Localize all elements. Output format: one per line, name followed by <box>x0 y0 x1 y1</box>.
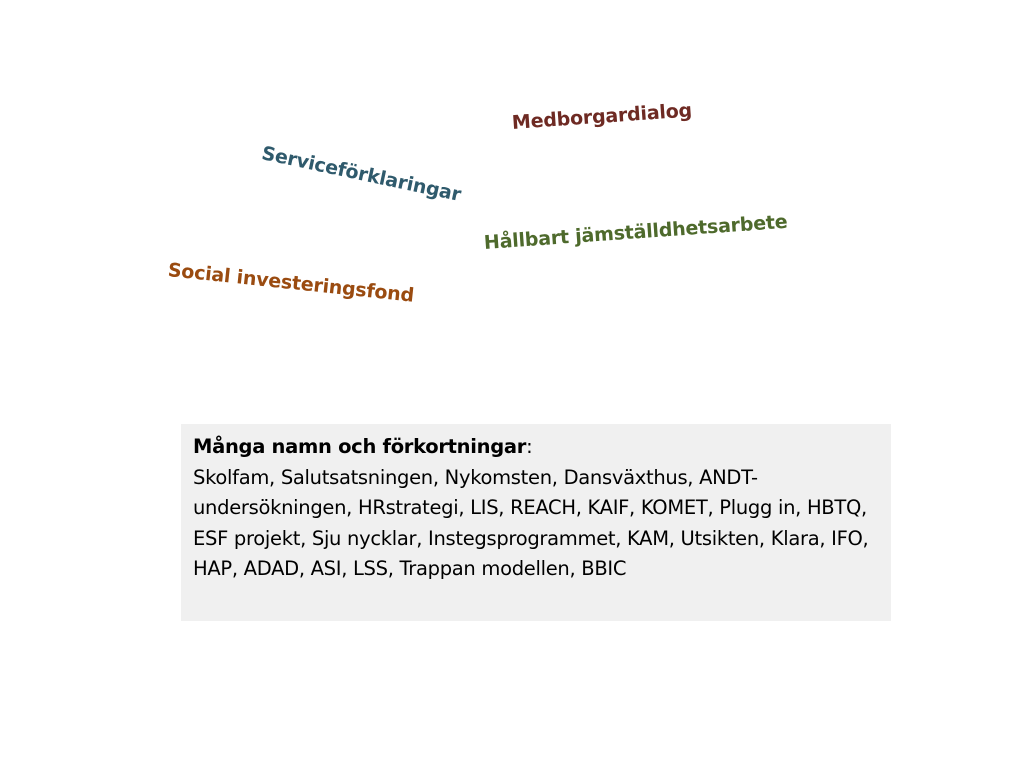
tag-hallbart-jamstalldhetsarbete: Hållbart jämställdhetsarbete <box>483 210 789 254</box>
info-heading-line <box>193 432 879 463</box>
info-heading-colon: : <box>526 435 533 458</box>
tag-medborgardialog: Medborgardialog <box>511 99 693 134</box>
info-heading: Många namn och förkortningar <box>193 435 527 458</box>
info-body: Skolfam, Salutsatsningen, Nykomsten, Dansväxthus, ANDT-undersökningen, HRstrategi, LIS, REACH, KAIF, KOMET, Plugg in, HBTQ, ESF projekt, Sju nycklar, Instegsprogrammet, KAM, Utsikten, Klara, IFO, HAP, ADAD, ASI, LSS, Trappan modellen, BBIC <box>193 465 869 580</box>
tag-serviceforklaringar: Serviceförklaringar <box>259 142 463 206</box>
tag-social-investeringsfond: Social investeringsfond <box>166 259 416 307</box>
info-box <box>181 424 891 621</box>
